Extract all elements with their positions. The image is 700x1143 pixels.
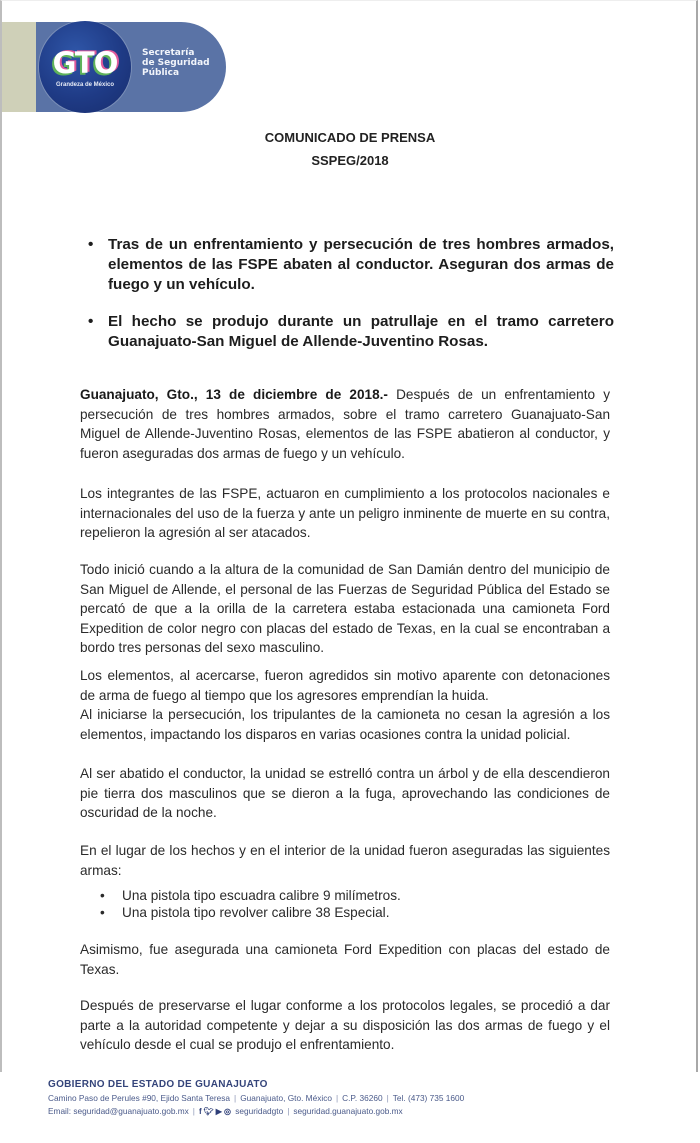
paragraph-text: Al ser abatido el conductor, la unidad se estrelló contra un árbol y de ella descendieron pie tierra dos masculinos que se dieron a la fuga, aprovechando las condiciones de oscuridad de la noche. [80, 766, 610, 821]
list-item-text: Una pistola tipo revolver calibre 38 Especial. [122, 905, 390, 920]
separator: | [234, 1093, 237, 1103]
paragraph-text: Después de preservarse el lugar conforme a los protocolos legales, se procedió a dar parte a la autoridad competente y dejar a su disposición las dos armas de fuego y el vehículo desde el cual se produjo el enfrentamiento. [80, 998, 610, 1053]
paragraph-text: Después de un enfrentamiento y persecución de tres hombres armados, sobre el tramo carretero Guanajuato-San Miguel de Allende-Juventino Rosas, elementos de las FSPE abatieron al conductor, y fueron aseguradas dos armas de fuego y un vehículo. [80, 387, 610, 461]
highlight-item [88, 312, 614, 352]
document-reference: SSPEG/2018 [311, 153, 389, 168]
agency-name [142, 48, 222, 78]
agency-name-line: Secretaría [142, 48, 195, 58]
paragraph [80, 996, 610, 1055]
footer-address-line [48, 1092, 668, 1105]
logo-text: GTO [52, 46, 118, 80]
dateline: Guanajuato, Gto., 13 de diciembre de 2018.- [80, 387, 388, 402]
paragraph-intro [80, 385, 610, 463]
paragraph-text: Asimismo, fue asegurada una camioneta Ford Expedition con placas del estado de Texas. [80, 942, 610, 977]
footer-contact-line [48, 1105, 668, 1118]
separator: | [335, 1093, 339, 1103]
facebook-icon: f [198, 1107, 202, 1116]
paragraph [80, 841, 610, 880]
list-item-text: Una pistola tipo escuadra calibre 9 milímetros. [122, 888, 401, 903]
footer-postal-code: C.P. 36260 [342, 1093, 383, 1103]
paragraph [80, 940, 610, 979]
paragraph [80, 666, 610, 744]
footer-phone: Tel. (473) 735 1600 [392, 1093, 465, 1103]
instagram-icon: ◎ [223, 1107, 231, 1116]
footer-city: Guanajuato, Gto. México [240, 1093, 332, 1103]
document-title: COMUNICADO DE PRENSA [264, 130, 436, 145]
highlight-text: El hecho se produjo durante un patrullaje en el tramo carretero Guanajuato-San Miguel de Allende-Juventino Rosas. [108, 313, 614, 350]
paragraph [80, 484, 610, 543]
separator: | [287, 1106, 290, 1116]
twitter-icon: 🐦︎ [203, 1107, 214, 1116]
footer-social-handle: seguridadgto [235, 1106, 284, 1116]
separator: | [386, 1093, 389, 1103]
bullet-icon: • [88, 313, 94, 330]
paragraph-text: Al iniciarse la persecución, los tripulantes de la camioneta no cesan la agresión a los elementos, impactando los disparos en varias ocasiones contra la unidad policial. [80, 707, 610, 742]
bullet-icon: • [100, 888, 105, 903]
youtube-icon: ▶ [215, 1107, 222, 1116]
highlight-item [88, 235, 614, 295]
footer-website: seguridad.guanajuato.gob.mx [293, 1106, 403, 1116]
list-item [100, 904, 600, 921]
paragraph-text: Todo inició cuando a la altura de la comunidad de San Damián dentro del municipio de San Miguel de Allende, el personal de las Fuerzas de Seguridad Pública del Estado se percató de que a la orilla de la carretera estaba estacionada una camioneta Ford Expedition de color negro con placas del estado de Texas, en la cual se encontraban a bordo tres personas del sexo masculino. [80, 562, 610, 656]
paragraph [80, 560, 610, 658]
footer-email: Email: seguridad@guanajuato.gob.mx [48, 1106, 189, 1116]
highlight-text: Tras de un enfrentamiento y persecución de tres hombres armados, elementos de las FSPE abaten al conductor. Aseguran dos armas de fuego y un vehículo. [108, 236, 614, 293]
agency-name-line: de Seguridad [142, 58, 210, 68]
paragraph [80, 764, 610, 823]
footer-address: Camino Paso de Perules #90, Ejido Santa Teresa [48, 1093, 231, 1103]
paragraph-text: Los integrantes de las FSPE, actuaron en cumplimiento a los protocolos nacionales e internacionales del uso de la fuerza y ante un peligro inminente de muerte en su contra, repelieron la agresión al ser atacados. [80, 486, 610, 541]
logo-tagline: Grandeza de México [55, 82, 115, 88]
separator: | [192, 1106, 195, 1116]
paragraph-text: En el lugar de los hechos y en el interior de la unidad fueron aseguradas las siguientes armas: [80, 843, 610, 878]
footer-organization: GOBIERNO DEL ESTADO DE GUANAJUATO [48, 1079, 268, 1090]
list-item [100, 887, 600, 904]
highlights-list [88, 235, 614, 369]
agency-name-line: Pública [142, 68, 180, 78]
paragraph-text: Los elementos, al acercarse, fueron agredidos sin motivo aparente con detonaciones de arma de fuego al tiempo que los agresores emprendían la huida. [80, 668, 610, 703]
seized-weapons-list [100, 887, 600, 921]
bullet-icon: • [88, 236, 94, 253]
bullet-icon: • [100, 905, 105, 920]
footer [48, 1078, 668, 1118]
